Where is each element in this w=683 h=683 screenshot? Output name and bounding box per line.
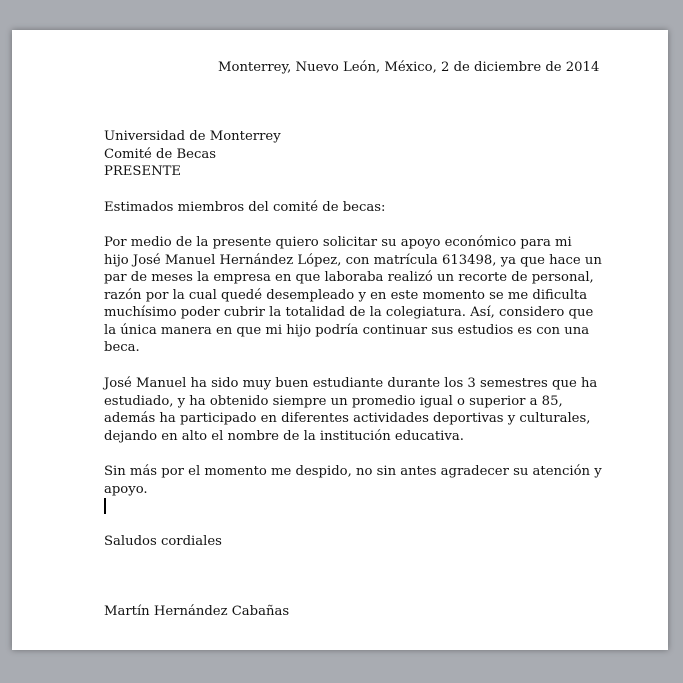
paragraph-line: la única manera en que mi hijo podría continuar sus estudios es con una <box>104 322 590 338</box>
paragraph-line: hijo José Manuel Hernández López, con matrícula 613498, ya que hace un <box>104 252 602 268</box>
recipient-block <box>104 128 281 181</box>
paragraph-line: razón por la cual quedé desempleado y en este momento se me dificulta <box>104 287 588 303</box>
recipient-line: Universidad de Monterrey <box>104 129 281 144</box>
paragraph-line: Por medio de la presente quiero solicitar su apoyo económico para mi <box>104 235 572 250</box>
date-line: Monterrey, Nuevo León, México, 2 de diciembre de 2014 <box>218 60 600 75</box>
paragraph-farewell <box>104 463 602 498</box>
paragraph-line: beca. <box>104 340 140 355</box>
text-cursor <box>104 498 106 514</box>
paragraph-line: dejando en alto el nombre de la institución educativa. <box>104 428 464 444</box>
signature-name: Martín Hernández Cabañas <box>104 604 290 619</box>
paragraph-line: Sin más por el momento me despido, no sin antes agradecer su atención y <box>104 464 602 479</box>
greeting: Estimados miembros del comité de becas: <box>104 200 386 215</box>
paragraph-request <box>104 234 602 357</box>
recipient-line: Comité de Becas <box>104 146 216 162</box>
closing: Saludos cordiales <box>104 534 222 549</box>
paragraph-line: par de meses la empresa en que laboraba realizó un recorte de personal, <box>104 270 594 285</box>
paragraph-line: José Manuel ha sido muy buen estudiante durante los 3 semestres que ha <box>104 376 598 391</box>
paragraph-line: apoyo. <box>104 481 148 497</box>
paragraph-line: además ha participado en diferentes actividades deportivas y culturales, <box>104 411 591 426</box>
paragraph-line: muchísimo poder cubrir la totalidad de la colegiatura. Así, considero que <box>104 305 594 320</box>
paragraph-line: estudiado, y ha obtenido siempre un promedio igual o superior a 85, <box>104 393 563 409</box>
document-page[interactable] <box>12 30 668 650</box>
paragraph-student <box>104 375 597 445</box>
recipient-line: PRESENTE <box>104 164 182 179</box>
